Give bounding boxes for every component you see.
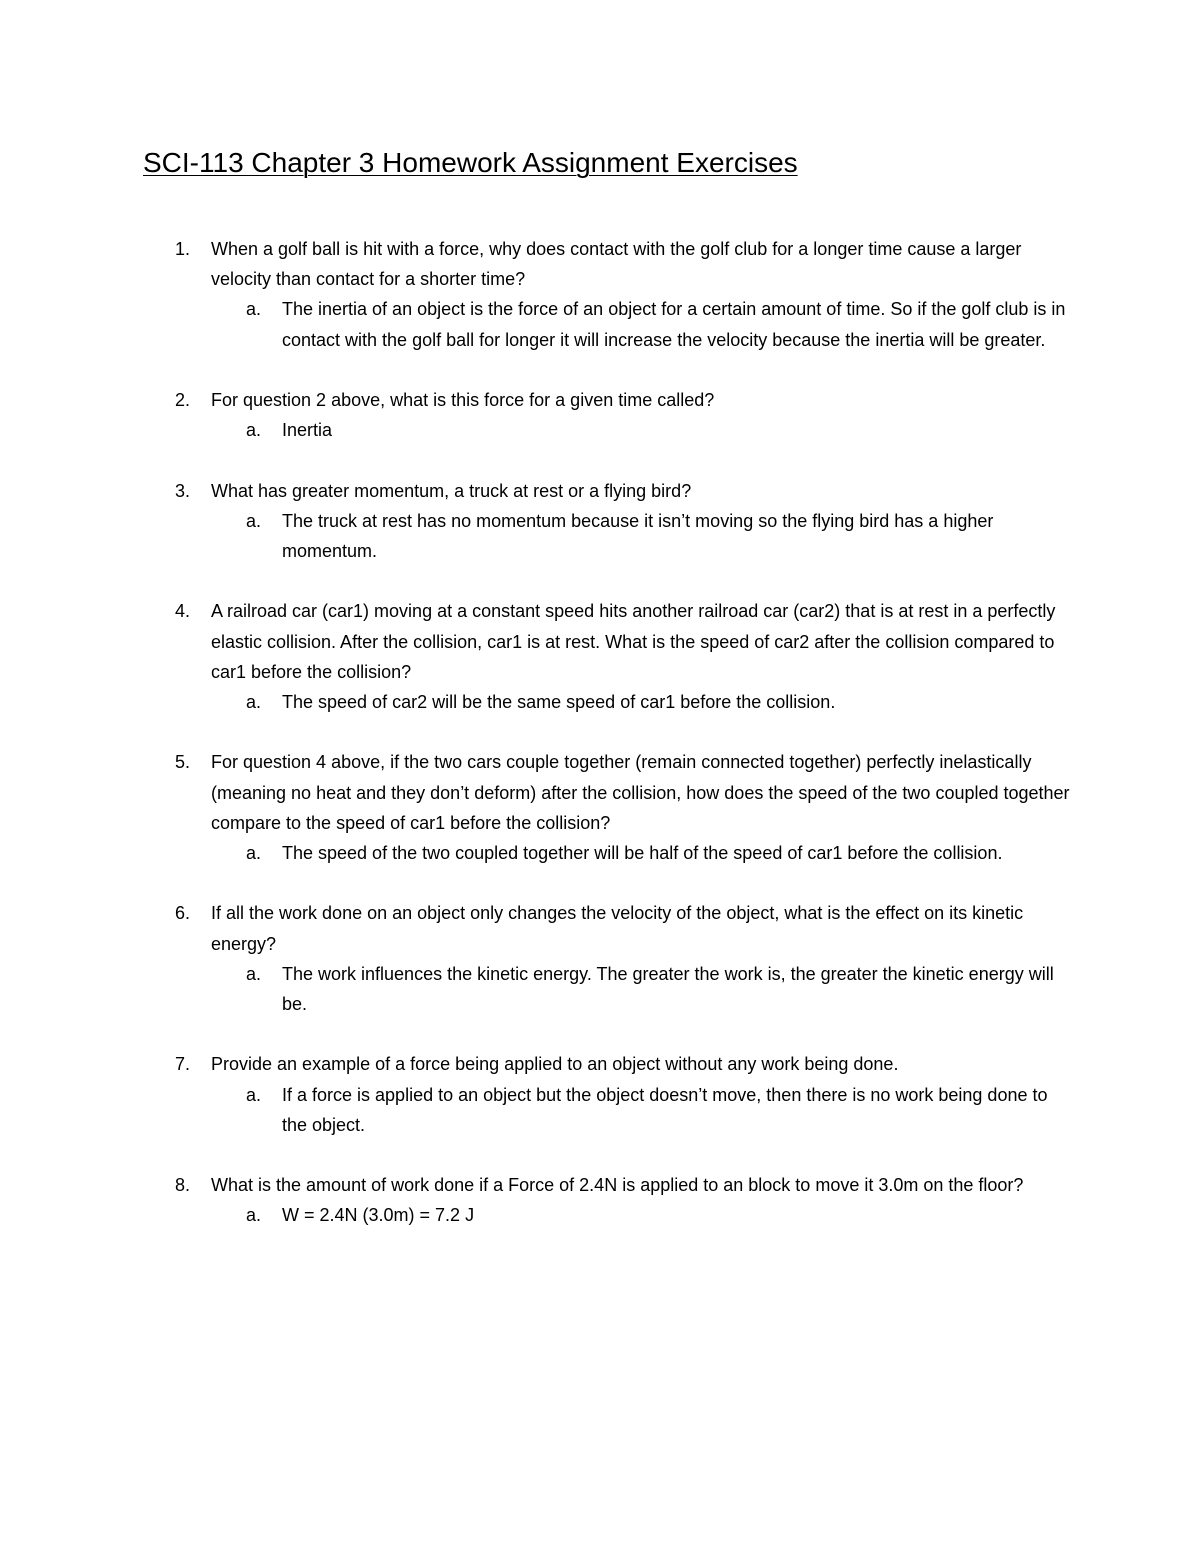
answer-item xyxy=(211,838,1071,868)
document-title: SCI-113 Chapter 3 Homework Assignment Exercises xyxy=(143,147,798,178)
question-text: What is the amount of work done if a Force of 2.4N is applied to an block to move it 3.0m on the floor? xyxy=(211,1175,1024,1196)
answer-text: The work influences the kinetic energy. The greater the work is, the greater the kinetic energy will be. xyxy=(282,963,1054,1014)
answer-list xyxy=(211,506,1071,566)
answer-letter: a. xyxy=(246,963,262,984)
answer-list xyxy=(211,415,1071,445)
question-text: For question 4 above, if the two cars couple together (remain connected together) perfectly inelastically (meaning no heat and they don’t deform) after the collision, how does the speed of the two coupled together compare to the speed of car1 before the collision? xyxy=(211,752,1070,833)
answer-item xyxy=(211,415,1071,445)
answer-text: The speed of car2 will be the same speed of car1 before the collision. xyxy=(282,692,836,712)
answer-text: If a force is applied to an object but the object doesn’t move, then there is no work being done to the object. xyxy=(282,1084,1048,1135)
question-text: For question 2 above, what is this force for a given time called? xyxy=(211,390,715,410)
question-number: 6. xyxy=(175,903,191,924)
question-item xyxy=(175,385,1071,445)
answer-text: Inertia xyxy=(282,420,333,441)
answer-list xyxy=(211,1200,1071,1230)
question-number: 8. xyxy=(175,1175,191,1196)
answer-item xyxy=(211,687,1071,717)
answer-list xyxy=(211,1080,1071,1140)
question-text: A railroad car (car1) moving at a constant speed hits another railroad car (car2) that is at rest in a perfectly elastic collision. After the collision, car1 is at rest. What is the speed of car2 after the collision compared to car1 before the collision? xyxy=(211,601,1056,682)
answer-item xyxy=(211,1080,1071,1140)
answer-text: W = 2.4N (3.0m) = 7.2 J xyxy=(282,1205,475,1226)
answer-list xyxy=(211,838,1071,868)
question-item xyxy=(175,476,1071,567)
answer-letter: a. xyxy=(246,843,262,863)
question-item xyxy=(175,234,1071,355)
question-list xyxy=(175,234,1071,1261)
question-number: 7. xyxy=(175,1054,191,1075)
question-number: 1. xyxy=(175,239,191,259)
answer-list xyxy=(211,959,1071,1019)
answer-letter: a. xyxy=(246,299,262,320)
question-text: If all the work done on an object only changes the velocity of the object, what is the effect on its kinetic energy? xyxy=(211,903,1024,954)
answer-text: The speed of the two coupled together will be half of the speed of car1 before the collision. xyxy=(282,843,1003,863)
question-number: 2. xyxy=(175,390,191,410)
answer-text: The inertia of an object is the force of an object for a certain amount of time. So if the golf club is in contact with the golf ball for longer it will increase the velocity because the inertia will be greater. xyxy=(282,299,1066,350)
question-text: Provide an example of a force being applied to an object without any work being done. xyxy=(211,1054,899,1075)
question-text: When a golf ball is hit with a force, why does contact with the golf club for a longer time cause a larger velocity than contact for a shorter time? xyxy=(211,239,1022,290)
answer-letter: a. xyxy=(246,420,262,441)
answer-item xyxy=(211,294,1071,354)
question-item xyxy=(175,596,1071,717)
question-number: 5. xyxy=(175,752,191,773)
answer-item xyxy=(211,959,1071,1019)
question-item xyxy=(175,1170,1071,1230)
question-item xyxy=(175,747,1071,868)
answer-list xyxy=(211,294,1071,354)
answer-letter: a. xyxy=(246,1205,262,1226)
answer-item xyxy=(211,506,1071,566)
question-number: 4. xyxy=(175,601,191,622)
answer-text: The truck at rest has no momentum because it isn’t moving so the flying bird has a higher momentum. xyxy=(282,510,994,561)
answer-item xyxy=(211,1200,1071,1230)
question-number: 3. xyxy=(175,480,191,501)
answer-letter: a. xyxy=(246,1084,262,1105)
question-text: What has greater momentum, a truck at rest or a flying bird? xyxy=(211,480,692,501)
answer-list xyxy=(211,687,1071,717)
question-item xyxy=(175,898,1071,1019)
question-item xyxy=(175,1049,1071,1140)
answer-letter: a. xyxy=(246,510,262,531)
answer-letter: a. xyxy=(246,692,262,712)
